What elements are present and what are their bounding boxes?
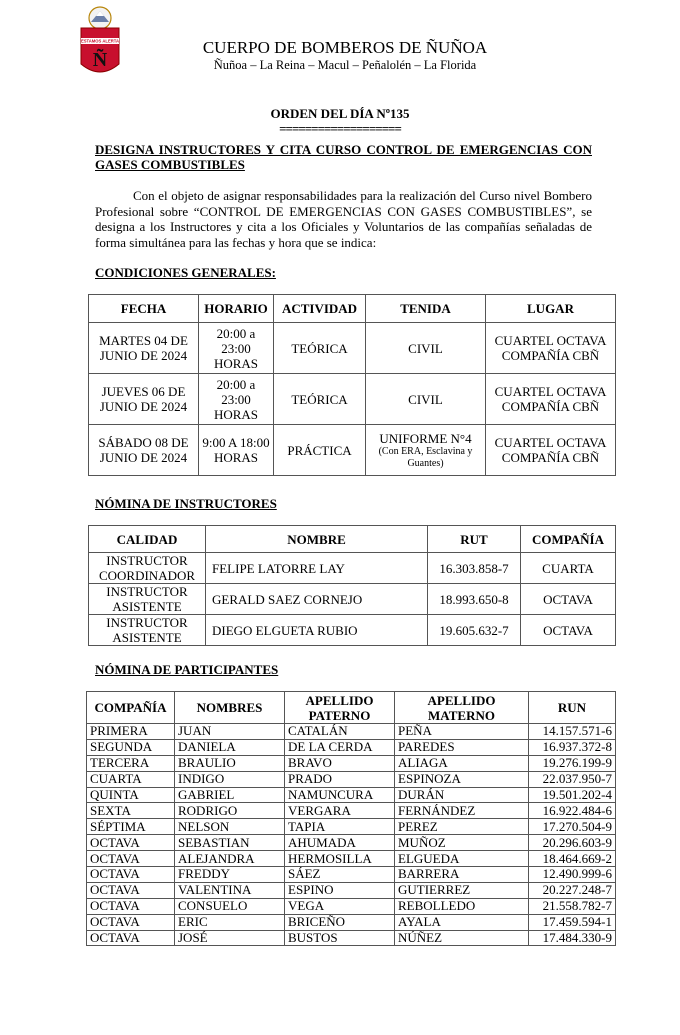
table-header-row xyxy=(89,295,616,323)
first-name-cell: BRAULIO xyxy=(175,755,285,771)
first-name-cell: ERIC xyxy=(175,914,285,930)
section-title-conditions: CONDICIONES GENERALES: xyxy=(95,265,276,280)
column-header: LUGAR xyxy=(486,295,616,323)
role-cell: INSTRUCTOR COORDINADOR xyxy=(89,553,206,584)
run-cell: 18.464.669-2 xyxy=(529,851,616,867)
uniform-cell xyxy=(366,374,486,425)
run-cell: 22.037.950-7 xyxy=(529,771,616,787)
fire-department-emblem-icon xyxy=(76,4,124,82)
first-name-cell: JOSÉ xyxy=(175,930,285,946)
table-row xyxy=(89,425,616,476)
paternal-surname-cell: NAMUNCURA xyxy=(285,787,395,803)
name-cell: DIEGO ELGUETA RUBIO xyxy=(206,615,428,646)
date-cell: JUEVES 06 DE JUNIO DE 2024 xyxy=(89,374,199,425)
first-name-cell: VALENTINA xyxy=(175,882,285,898)
table-row xyxy=(87,803,616,819)
paternal-surname-cell: DE LA CERDA xyxy=(285,739,395,755)
date-cell: SÁBADO 08 DE JUNIO DE 2024 xyxy=(89,425,199,476)
first-name-cell: NELSON xyxy=(175,819,285,835)
run-cell: 14.157.571-6 xyxy=(529,724,616,740)
paternal-surname-cell: VERGARA xyxy=(285,803,395,819)
first-name-cell: CONSUELO xyxy=(175,898,285,914)
institution-title: CUERPO DE BOMBEROS DE ÑUÑOA xyxy=(202,38,488,57)
svg-text:ESTAMOS ALERTA: ESTAMOS ALERTA xyxy=(80,38,120,44)
paternal-surname-cell: BUSTOS xyxy=(285,930,395,946)
rut-cell: 18.993.650-8 xyxy=(428,584,521,615)
location-cell: CUARTEL OCTAVA COMPAÑÍA CBÑ xyxy=(486,323,616,374)
table-row xyxy=(87,724,616,740)
run-cell: 20.227.248-7 xyxy=(529,882,616,898)
maternal-surname-cell: AYALA xyxy=(395,914,529,930)
table-header-row xyxy=(87,692,616,724)
column-header: COMPAÑÍA xyxy=(521,526,616,553)
first-name-cell: SEBASTIAN xyxy=(175,835,285,851)
maternal-surname-cell: ESPINOZA xyxy=(395,771,529,787)
table-header-row xyxy=(89,526,616,553)
table-row xyxy=(89,553,616,584)
schedule-cell: 20:00 a 23:00 HORAS xyxy=(199,374,274,425)
maternal-surname-cell: PAREDES xyxy=(395,739,529,755)
company-cell: PRIMERA xyxy=(87,724,175,740)
table-row xyxy=(87,739,616,755)
first-name-cell: ALEJANDRA xyxy=(175,851,285,867)
uniform-cell xyxy=(366,425,486,476)
order-title-rule: =================== xyxy=(279,121,401,136)
run-cell: 21.558.782-7 xyxy=(529,898,616,914)
first-name-cell: INDIGO xyxy=(175,771,285,787)
company-cell: OCTAVA xyxy=(87,882,175,898)
first-name-cell: FREDDY xyxy=(175,867,285,883)
first-name-cell: GABRIEL xyxy=(175,787,285,803)
conditions-table xyxy=(88,294,616,476)
rut-cell: 16.303.858-7 xyxy=(428,553,521,584)
participants-table xyxy=(86,691,616,946)
run-cell: 17.484.330-9 xyxy=(529,930,616,946)
column-header: TENIDA xyxy=(366,295,486,323)
paternal-surname-cell: HERMOSILLA xyxy=(285,851,395,867)
company-cell: OCTAVA xyxy=(521,615,616,646)
table-row xyxy=(87,771,616,787)
name-cell: GERALD SAEZ CORNEJO xyxy=(206,584,428,615)
institution-communes: Ñuñoa – La Reina – Macul – Peñalolén – La Florida xyxy=(213,58,477,72)
company-cell: SÉPTIMA xyxy=(87,819,175,835)
uniform-text: UNIFORME N°4 xyxy=(379,430,472,446)
order-title: ORDEN DEL DÍA Nº135 xyxy=(270,106,410,121)
paternal-surname-cell: CATALÁN xyxy=(285,724,395,740)
company-cell: OCTAVA xyxy=(87,930,175,946)
maternal-surname-cell: PEÑA xyxy=(395,724,529,740)
paternal-surname-cell: SÁEZ xyxy=(285,867,395,883)
run-cell: 17.270.504-9 xyxy=(529,819,616,835)
paternal-surname-cell: TAPIA xyxy=(285,819,395,835)
company-cell: OCTAVA xyxy=(87,867,175,883)
company-cell: QUINTA xyxy=(87,787,175,803)
run-cell: 19.501.202-4 xyxy=(529,787,616,803)
maternal-surname-cell: ALIAGA xyxy=(395,755,529,771)
maternal-surname-cell: PEREZ xyxy=(395,819,529,835)
section-title-instructors: NÓMINA DE INSTRUCTORES xyxy=(95,496,277,511)
paternal-surname-cell: BRAVO xyxy=(285,755,395,771)
rut-cell: 19.605.632-7 xyxy=(428,615,521,646)
maternal-surname-cell: BARRERA xyxy=(395,867,529,883)
column-header: RUT xyxy=(428,526,521,553)
column-header: COMPAÑÍA xyxy=(87,692,175,724)
column-header: APELLIDO PATERNO xyxy=(285,692,395,724)
paternal-surname-cell: VEGA xyxy=(285,898,395,914)
table-row xyxy=(87,819,616,835)
order-intro-paragraph: Con el objeto de asignar responsabilidades para la realización del Curso nivel Bombero Profesional sobre “CONTROL DE EMERGENCIAS CON GASES COMBUSTIBLES”, se designa a los Instructores y cita a los Oficiales y Voluntarios de las compañías señaladas de forma simultánea para las fechas y hora que se indica: xyxy=(95,188,592,250)
run-cell: 16.937.372-8 xyxy=(529,739,616,755)
schedule-cell: 9:00 A 18:00 HORAS xyxy=(199,425,274,476)
table-row xyxy=(87,755,616,771)
maternal-surname-cell: DURÁN xyxy=(395,787,529,803)
table-row xyxy=(89,584,616,615)
company-cell: OCTAVA xyxy=(521,584,616,615)
company-cell: CUARTA xyxy=(87,771,175,787)
company-cell: SEXTA xyxy=(87,803,175,819)
column-header: ACTIVIDAD xyxy=(274,295,366,323)
table-row xyxy=(87,882,616,898)
name-cell: FELIPE LATORRE LAY xyxy=(206,553,428,584)
column-header: NOMBRES xyxy=(175,692,285,724)
activity-cell: TEÓRICA xyxy=(274,374,366,425)
role-cell: INSTRUCTOR ASISTENTE xyxy=(89,615,206,646)
column-header: APELLIDO MATERNO xyxy=(395,692,529,724)
column-header: FECHA xyxy=(89,295,199,323)
order-subject: DESIGNA INSTRUCTORES Y CITA CURSO CONTROL DE EMERGENCIAS CON GASES COMBUSTIBLES xyxy=(95,142,592,172)
paternal-surname-cell: AHUMADA xyxy=(285,835,395,851)
table-row xyxy=(87,930,616,946)
schedule-cell: 20:00 a 23:00 HORAS xyxy=(199,323,274,374)
role-cell: INSTRUCTOR ASISTENTE xyxy=(89,584,206,615)
table-row xyxy=(89,323,616,374)
activity-cell: PRÁCTICA xyxy=(274,425,366,476)
run-cell: 17.459.594-1 xyxy=(529,914,616,930)
table-row xyxy=(87,851,616,867)
instructors-table xyxy=(88,525,616,646)
table-row xyxy=(87,787,616,803)
maternal-surname-cell: ELGUEDA xyxy=(395,851,529,867)
first-name-cell: JUAN xyxy=(175,724,285,740)
column-header: NOMBRE xyxy=(206,526,428,553)
first-name-cell: RODRIGO xyxy=(175,803,285,819)
company-cell: OCTAVA xyxy=(87,851,175,867)
company-cell: OCTAVA xyxy=(87,835,175,851)
run-cell: 12.490.999-6 xyxy=(529,867,616,883)
table-row xyxy=(87,914,616,930)
section-title-participants: NÓMINA DE PARTICIPANTES xyxy=(95,662,279,677)
column-header: RUN xyxy=(529,692,616,724)
column-header: HORARIO xyxy=(199,295,274,323)
uniform-text: CIVIL xyxy=(408,340,443,356)
table-row xyxy=(87,835,616,851)
location-cell: CUARTEL OCTAVA COMPAÑÍA CBÑ xyxy=(486,425,616,476)
activity-cell: TEÓRICA xyxy=(274,323,366,374)
maternal-surname-cell: NÚÑEZ xyxy=(395,930,529,946)
svg-text:Ñ: Ñ xyxy=(92,49,108,71)
maternal-surname-cell: FERNÁNDEZ xyxy=(395,803,529,819)
paternal-surname-cell: PRADO xyxy=(285,771,395,787)
company-cell: OCTAVA xyxy=(87,914,175,930)
company-cell: SEGUNDA xyxy=(87,739,175,755)
run-cell: 16.922.484-6 xyxy=(529,803,616,819)
company-cell: OCTAVA xyxy=(87,898,175,914)
paternal-surname-cell: BRICEÑO xyxy=(285,914,395,930)
paternal-surname-cell: ESPINO xyxy=(285,882,395,898)
table-row xyxy=(87,867,616,883)
run-cell: 19.276.199-9 xyxy=(529,755,616,771)
first-name-cell: DANIELA xyxy=(175,739,285,755)
company-cell: CUARTA xyxy=(521,553,616,584)
date-cell: MARTES 04 DE JUNIO DE 2024 xyxy=(89,323,199,374)
uniform-text: CIVIL xyxy=(408,391,443,407)
table-row xyxy=(89,615,616,646)
company-cell: TERCERA xyxy=(87,755,175,771)
run-cell: 20.296.603-9 xyxy=(529,835,616,851)
column-header: CALIDAD xyxy=(89,526,206,553)
maternal-surname-cell: REBOLLEDO xyxy=(395,898,529,914)
maternal-surname-cell: MUÑOZ xyxy=(395,835,529,851)
uniform-cell xyxy=(366,323,486,374)
table-row xyxy=(89,374,616,425)
maternal-surname-cell: GUTIERREZ xyxy=(395,882,529,898)
location-cell: CUARTEL OCTAVA COMPAÑÍA CBÑ xyxy=(486,374,616,425)
uniform-note: (Con ERA, Esclavina y Guantes) xyxy=(378,445,473,469)
table-row xyxy=(87,898,616,914)
